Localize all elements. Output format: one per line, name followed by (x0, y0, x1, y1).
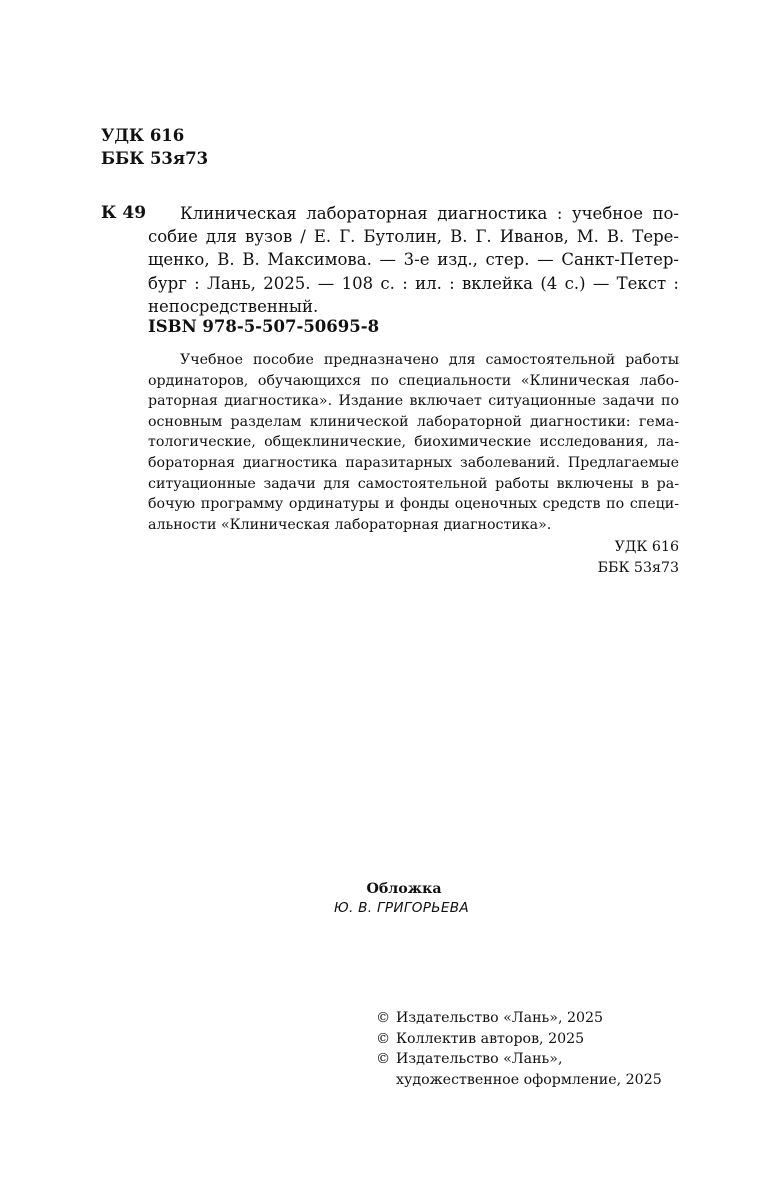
annotation-line: бочую программу ординатуры и фонды оценочных средств по специ- (148, 496, 679, 513)
bbk-code: ББК 53я73 (101, 149, 209, 168)
annotation-line: основным разделам клинической лабораторной диагностики: гема- (148, 413, 679, 430)
bibliographic-record (148, 202, 679, 318)
copyright-continuation: художественное оформление, 2025 (396, 1071, 662, 1088)
biblio-line: непосредственный. (148, 296, 319, 316)
annotation-line: ординаторов, обучающихся по специальности «Клиническая лабо- (148, 372, 679, 389)
udk-code: УДК 616 (614, 539, 679, 555)
copyright-line (376, 1029, 662, 1050)
copyright-symbol-icon: © (376, 1051, 391, 1067)
copyright-symbol-icon: © (376, 1030, 391, 1047)
author-mark: К 49 (101, 203, 147, 223)
udk-code: УДК 616 (101, 126, 185, 145)
copyright-text: Издательство «Лань», 2025 (396, 1010, 604, 1026)
annotation (148, 350, 679, 535)
copyright-text: Издательство «Лань», (396, 1051, 563, 1067)
cover-artist: Ю. В. ГРИГОРЬЕВА (333, 900, 470, 916)
annotation-line: Учебное пособие предназначено для самостоятельной работы (180, 352, 679, 368)
isbn: ISBN 978-5-507-50695-8 (148, 317, 380, 336)
annotation-line: тологические, общеклинические, биохимические исследования, ла- (148, 434, 679, 451)
cover-credit (0, 880, 768, 918)
classification-codes-top (101, 124, 208, 170)
bbk-code: ББК 53я73 (597, 559, 679, 576)
biblio-line: Клиническая лабораторная диагностика : учебное по- (180, 204, 679, 223)
copyright-text: Коллектив авторов, 2025 (396, 1030, 585, 1047)
copyright-block (376, 1008, 662, 1090)
annotation-line: ситуационные задачи для самостоятельной работы включены в ра- (148, 475, 679, 492)
classification-codes-bottom (598, 537, 679, 578)
biblio-line: щенко, В. В. Максимова. — 3-е изд., стер. — Санкт-Петер- (148, 250, 679, 270)
copyright-symbol-icon: © (376, 1010, 391, 1026)
cover-label: Обложка (366, 881, 442, 897)
annotation-line: бораторная диагностика паразитарных заболеваний. Предлагаемые (148, 454, 679, 471)
copyright-line (376, 1049, 662, 1070)
biblio-line: собие для вузов / Е. Г. Бутолин, В. Г. Иванов, М. В. Тере- (148, 227, 679, 247)
annotation-line: альности «Клиническая лабораторная диагностика». (148, 516, 552, 533)
annotation-line: раторная диагностика». Издание включает ситуационные задачи по (148, 393, 679, 410)
copyright-line (376, 1008, 662, 1029)
biblio-line: бург : Лань, 2025. — 108 с. : ил. : вклейка (4 с.) — Текст : (148, 273, 679, 293)
